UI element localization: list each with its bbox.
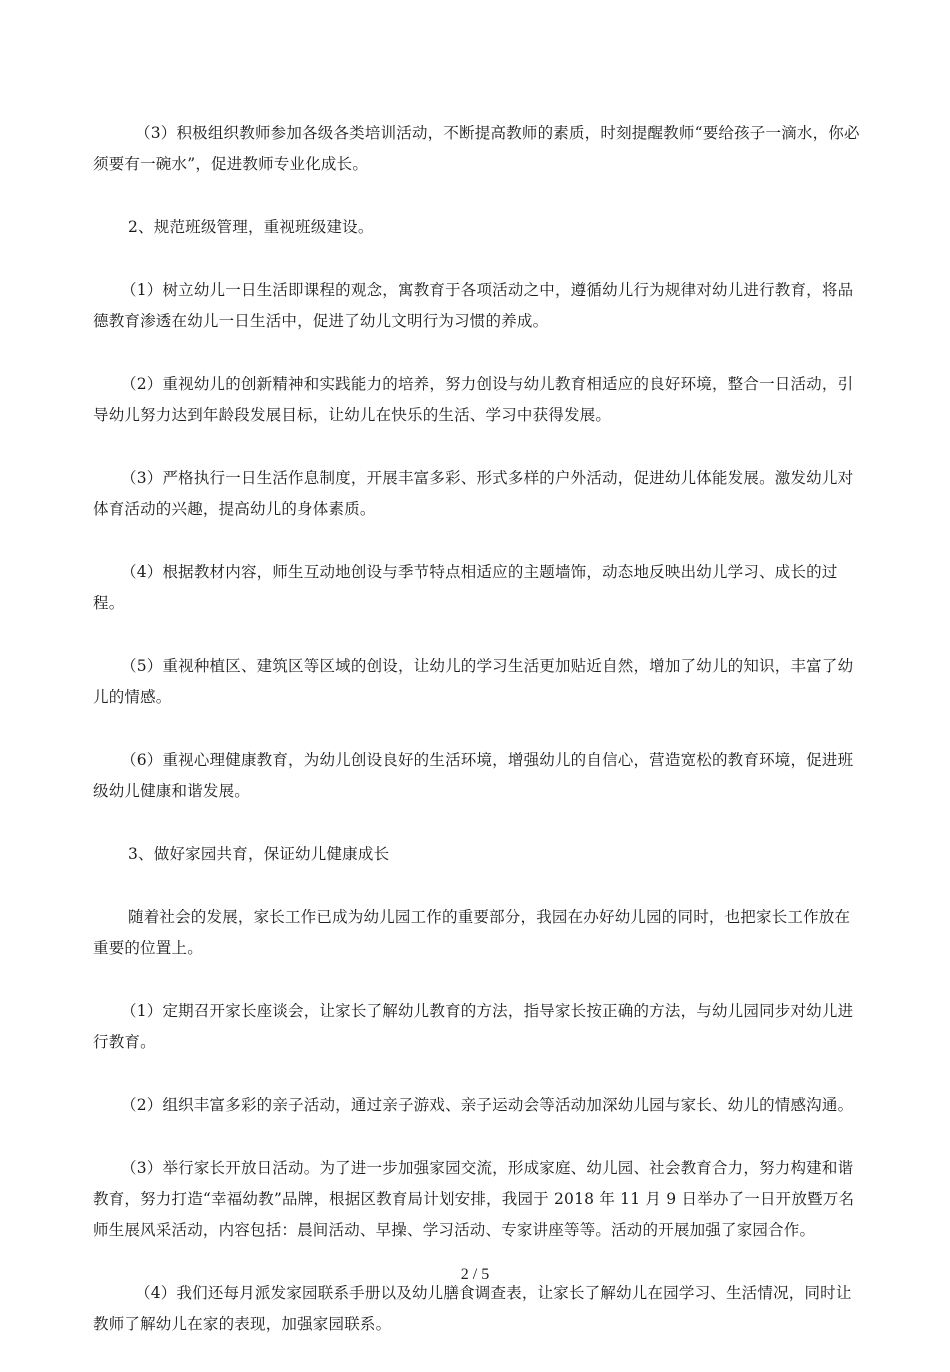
paragraph: （1）树立幼儿一日生活即课程的观念，寓教育于各项活动之中，遵循幼儿行为规律对幼儿进行教育，将品德教育渗透在幼儿一日生活中，促进了幼儿文明行为习惯的养成。	[93, 281, 854, 330]
paragraph: （3）积极组织教师参加各级各类培训活动，不断提高教师的素质，时刻提醒教师“要给孩子一滴水，你必须要有一碗水”，促进教师专业化成长。	[93, 124, 860, 173]
paragraph: （2）重视幼儿的创新精神和实践能力的培养，努力创设与幼儿教育相适应的良好环境，整合一日活动，引导幼儿努力达到年龄段发展目标，让幼儿在快乐的生活、学习中获得发展。	[93, 375, 854, 424]
paragraph: （6）重视心理健康教育，为幼儿创设良好的生活环境，增强幼儿的自信心，营造宽松的教育环境，促进班级幼儿健康和谐发展。	[93, 751, 854, 800]
paragraph: （3）举行家长开放日活动。为了进一步加强家园交流，形成家庭、幼儿园、社会教育合力，努力构建和谐教育，努力打造“幸福幼教”品牌，根据区教育局计划安排，我园于 2018 年 11 月 9 日举办了一日开放暨万名师生展风采活动，内容包括：晨间活动、早操、学习活动、专家讲座等等。活动的开展加强了家园合作。	[93, 1159, 855, 1239]
document-body	[93, 118, 863, 1372]
page-number: 2 / 5	[460, 1266, 490, 1283]
paragraph: （1）定期召开家长座谈会，让家长了解幼儿教育的方法，指导家长按正确的方法，与幼儿园同步对幼儿进行教育。	[93, 1002, 854, 1051]
paragraph: （5）重视种植区、建筑区等区域的创设，让幼儿的学习生活更加贴近自然，增加了幼儿的知识，丰富了幼儿的情感。	[93, 657, 854, 706]
paragraph: （3）严格执行一日生活作息制度，开展丰富多彩、形式多样的户外活动，促进幼儿体能发展。激发幼儿对体育活动的兴趣，提高幼儿的身体素质。	[93, 469, 854, 518]
paragraph: （2）组织丰富多彩的亲子活动，通过亲子游戏、亲子运动会等活动加深幼儿园与家长、幼儿的情感沟通。	[121, 1096, 854, 1114]
paragraph: 随着社会的发展，家长工作已成为幼儿园工作的重要部分，我园在办好幼儿园的同时，也把家长工作放在重要的位置上。	[93, 908, 851, 957]
paragraph: （4）我们还每月派发家园联系手册以及幼儿膳食调查表，让家长了解幼儿在园学习、生活情况，同时让教师了解幼儿在家的表现，加强家园联系。	[93, 1284, 852, 1333]
paragraph: 2、规范班级管理，重视班级建设。	[128, 218, 374, 236]
paragraph: （4）根据教材内容，师生互动地创设与季节特点相适应的主题墙饰，动态地反映出幼儿学习、成长的过程。	[93, 563, 838, 612]
paragraph: 3、做好家园共育，保证幼儿健康成长	[128, 845, 390, 863]
